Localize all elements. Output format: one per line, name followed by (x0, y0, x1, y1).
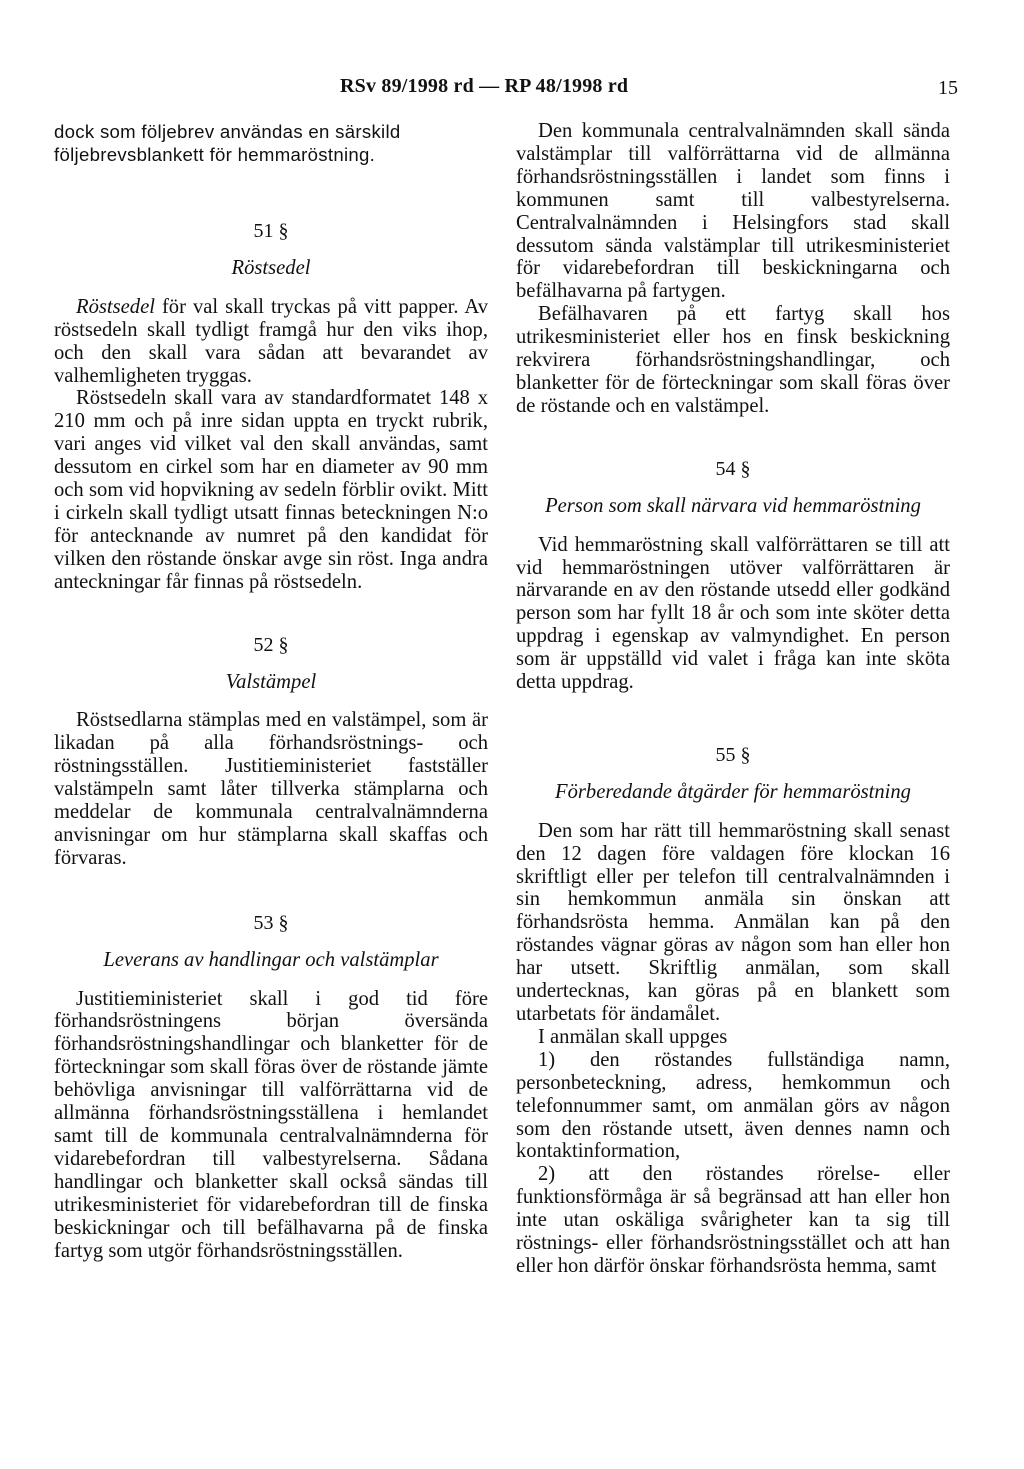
section-51-number: 51 § (253, 220, 289, 242)
section-55-number: 55 § (715, 743, 751, 766)
section-55-list-item-1: 1) den röstandes fullständiga namn, personbeteckning, adress, hemkommun och telefonnummer samt, om anmälan görs av någon som den röstande utsett, även dennes namn och kontaktinformation, (516, 1048, 950, 1163)
section-53-paragraph-1: Justitieministeriet skall i god tid före förhandsröstningens början översända förhandsröstningshandlingar och blanketter för de förteckningar som skall föras över de röstande jämte behövliga anvisningar till valförrättarna vid de allmänna förhandsröstningsställena i hemlandet samt till de kommunala centralvalnämnderna för vidarebefordran till valbestyrelserna. Sådana handlingar och blanketter skall också sändas till utrikesministeriet för vidarebefordran till de finska beskickningar och till befälhavarna på de finska fartyg som utgör förhandsröstningsställen. (54, 987, 488, 1262)
section-55-title: Förberedande åtgärder för hemmaröstning (555, 780, 911, 803)
section-55-list-item-2: 2) att den röstandes rörelse- eller funktionsförmåga är så begränsad att han eller hon inte utan oskäliga svårigheter kan ta sig till röstnings- eller förhandsröstningsstället och att han eller hon därför önskar förhandsrösta hemma, samt (516, 1163, 950, 1277)
section-54-paragraph-1: Vid hemmaröstning skall valförrättaren se till att vid hemmaröstningen utöver valförrättaren är närvarande en av den röstande utsedd eller godkänd person som har fyllt 18 år och som inte sköter detta uppdrag i egenskap av valmyndighet. En person som är uppställd vid valet i fråga kan inte sköta detta uppdrag. (516, 533, 950, 694)
page-number: 15 (938, 77, 958, 99)
section-52-number: 52 § (253, 633, 289, 656)
section-54-title: Person som skall närvara vid hemmaröstning (545, 494, 921, 517)
section-51-title: Röstsedel (231, 256, 311, 279)
page-header (0, 75, 1024, 105)
document-reference: RSv 89/1998 rd — RP 48/1998 rd (340, 75, 629, 97)
section-52-paragraph-1: Röstsedlarna stämplas med en valstämpel, som är likadan på alla förhandsröstnings- och röstningsställen. Justitieministeriet fastställer valstämpeln samt låter tillverka stämplarna och meddelar de kommunala centralvalnämnderna anvisningar om hur stämplarna skall skaffas och förvaras. (54, 709, 488, 869)
section-51-term: Röstsedel (76, 295, 155, 318)
right-column (516, 120, 950, 1278)
section-52-title: Valstämpel (225, 670, 317, 693)
paragraph-intro: dock som följebrev användas en särskild följebrevsblankett för hemmaröstning. (54, 121, 401, 165)
section-53-paragraph-3: Befälhavaren på ett fartyg skall hos utrikesministeriet eller hos en finsk beskickning rekvirera förhandsröstningshandlingar, och blanketter för de förteckningar som skall föras över de röstande och en valstämpel. (516, 303, 950, 417)
section-51-paragraph-1 (54, 296, 488, 388)
section-53-paragraph-2: Den kommunala centralvalnämnden skall sända valstämplar till valförrättarna vid de allmänna förhandsröstningsställen i landet som finns i kommunen samt till valbestyrelserna. Centralvalnämnden i Helsingfors stad skall dessutom sända valstämplar till utrikesministeriet för vidarebefordran till beskickningarna och befälhavarna på fartygen. (516, 120, 950, 303)
section-51-paragraph-2: Röstsedeln skall vara av standardformatet 148 x 210 mm och på inre sidan uppta en tryckt rubrik, vari anges vid vilket val den skall användas, samt dessutom en cirkel som har en diameter av 90 mm och som vid hopvikning av sedeln förblir ovikt. Mitt i cirkeln skall tydligt utsatt finnas beteckningen N:o för antecknande av numret på den kandidat för vilken den röstande önskar avge sin röst. Inga andra anteckningar får finnas på röstsedeln. (54, 387, 488, 593)
left-column (54, 120, 488, 1262)
section-55-paragraph-2: I anmälan skall uppges (538, 1025, 728, 1048)
section-55-paragraph-1: Den som har rätt till hemmaröstning skall senast den 12 dagen före valdagen före klockan 16 skriftligt eller per telefon till centralvalnämnden i sin hemkommun anmäla sin önskan att förhandsrösta hemma. Anmälan kan på den röstandes vägnar göras av någon som han eller hon har utsett. Skriftlig anmälan, som skall undertecknas, kan göras på en blankett som utarbetats för ändamålet. (516, 819, 950, 1025)
section-53-number: 53 § (253, 911, 289, 934)
section-54-number: 54 § (715, 457, 751, 480)
section-53-title: Leverans av handlingar och valstämplar (103, 948, 439, 971)
section-51-paragraph-1-text: för val skall tryckas på vitt papper. Av röstsedeln skall tydligt framgå hur den viks ihop, och den skall vara sådan att bevarandet av valhemligheten tryggas. (54, 295, 488, 387)
